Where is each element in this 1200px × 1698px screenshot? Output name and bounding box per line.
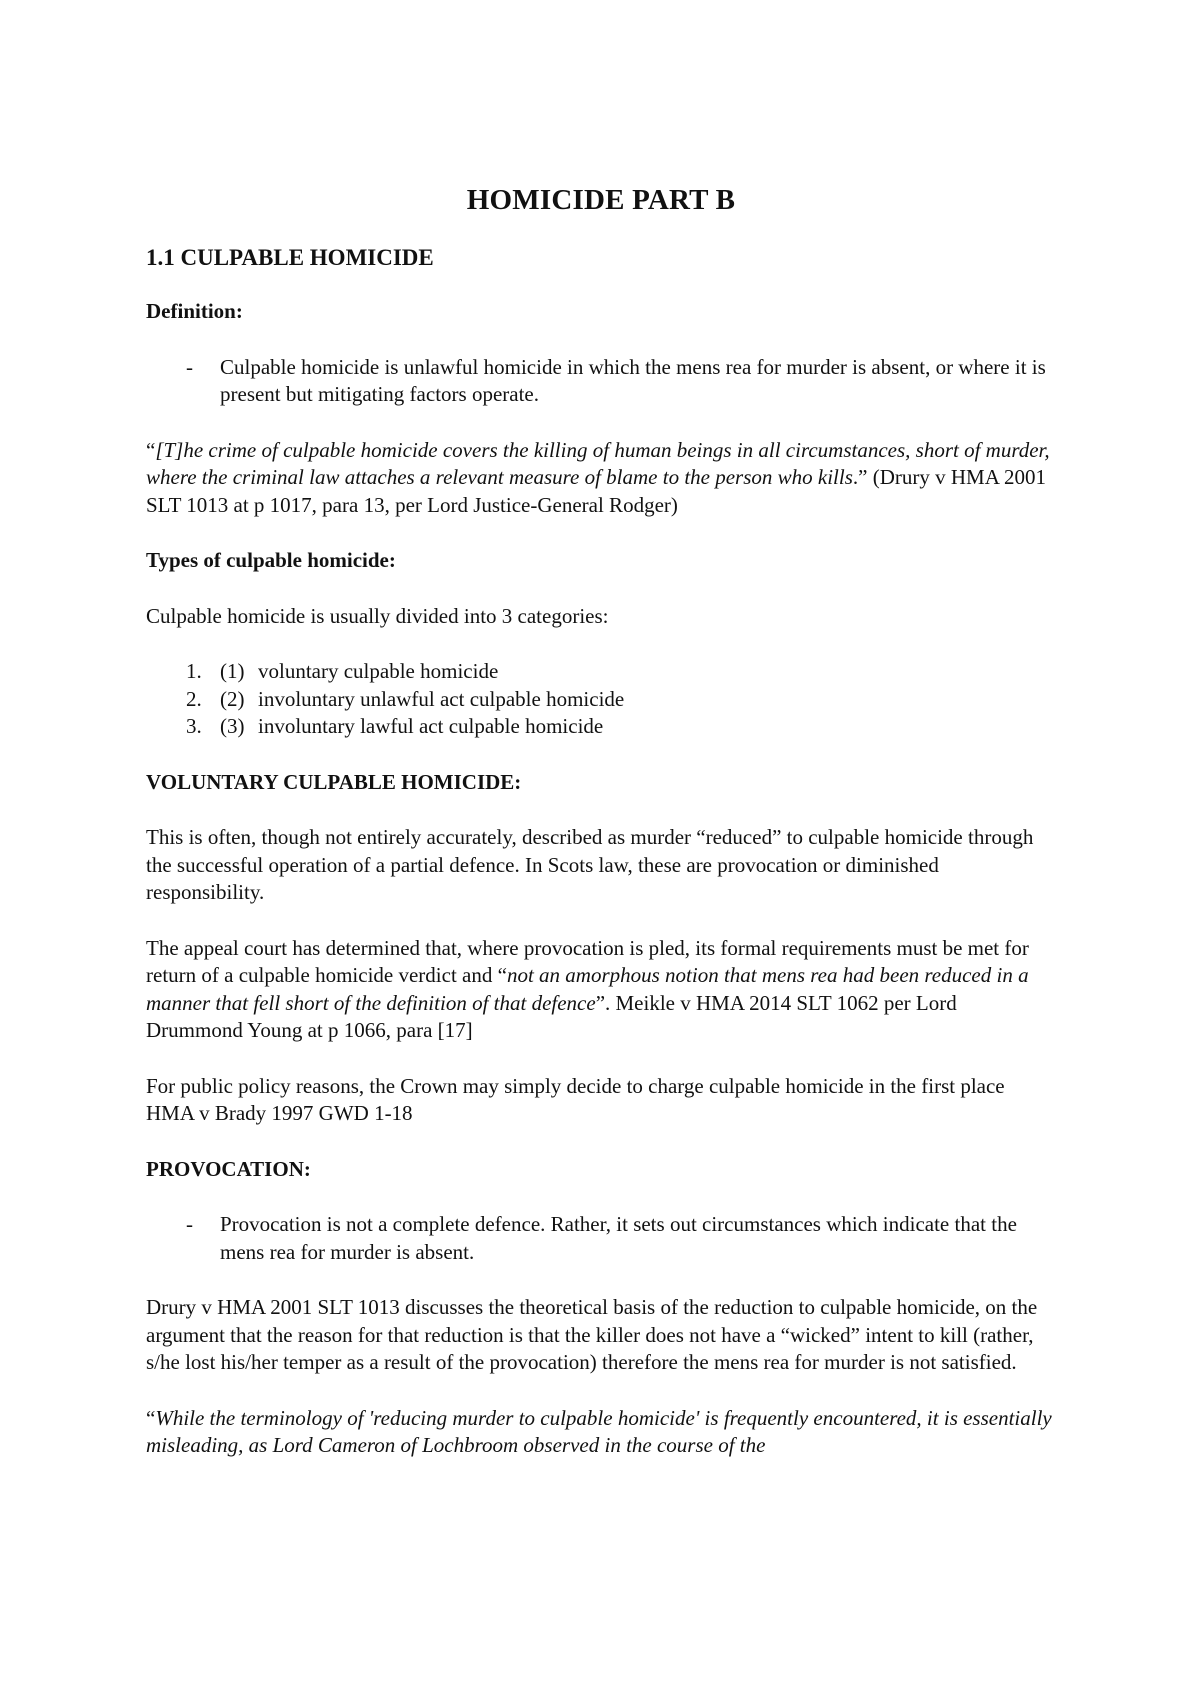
list-text: involuntary lawful act culpable homicide — [258, 714, 604, 738]
list-number: 1. — [186, 659, 202, 683]
definition-bullet — [146, 354, 1056, 409]
section-heading: 1.1 CULPABLE HOMICIDE — [146, 245, 434, 270]
list-item — [146, 713, 1056, 741]
appeal-italic: not an amorphous notion that mens rea had been reduced in a manner that fell short of the definition of that defence — [146, 963, 1029, 1015]
types-intro: Culpable homicide is usually divided into 3 categories: — [146, 603, 609, 628]
categories-list — [146, 658, 1056, 741]
list-item — [146, 686, 1056, 714]
list-sub-number: (1) — [220, 659, 245, 683]
quote-open: “ — [146, 437, 156, 462]
definition-text: Culpable homicide is unlawful homicide in which the mens rea for murder is absent, or where it is present but mitigating factors operate. — [220, 354, 1046, 406]
drury-paragraph: Drury v HMA 2001 SLT 1013 discusses the theoretical basis of the reduction to culpable homicide, on the argument that the reason for that reduction is that the killer does not have a “wicked” intent to kill (rather, s/he lost his/her temper as a result of the provocation) therefore the mens rea for murder is not satisfied. — [146, 1295, 1038, 1374]
voluntary-paragraph: This is often, though not entirely accurately, described as murder “reduced” to culpable homicide through the successful operation of a partial defence. In Scots law, these are provocation or diminished responsibility. — [146, 825, 1034, 904]
list-text: voluntary culpable homicide — [258, 659, 499, 683]
final-quote — [146, 1405, 1056, 1460]
list-item — [146, 658, 1056, 686]
list-text: involuntary unlawful act culpable homicide — [258, 686, 625, 711]
quote-italic: While the terminology of 'reducing murder to culpable homicide' is frequently encountered, it is essentially misleading, as Lord Cameron of Lochbroom observed in the course of the — [146, 1405, 1052, 1457]
appeal-citation: ”. Meikle v HMA 2014 SLT 1062 per Lord Drummond Young at p 1066, para [17] — [146, 990, 957, 1042]
dash-marker: - — [186, 1212, 193, 1236]
dash-marker: - — [186, 354, 193, 379]
appeal-text: The appeal court has determined that, where provocation is pled, its formal requirements must be met for return of a culpable homicide verdict and “ — [146, 935, 1029, 987]
drury-quote — [146, 437, 1056, 520]
provocation-text: Provocation is not a complete defence. Rather, it sets out circumstances which indicate that the mens rea for murder is absent. — [220, 1212, 1017, 1264]
page-title: HOMICIDE PART B — [466, 184, 736, 216]
quote-italic: [T]he crime of culpable homicide covers the killing of human beings in all circumstances, short of murder, where the criminal law attaches a relevant measure of blame to the person who kills — [146, 437, 1050, 489]
document-page — [146, 182, 1056, 1488]
list-sub-number: (3) — [220, 714, 245, 738]
quote-citation: .” (Drury v HMA 2001 SLT 1013 at p 1017, para 13, per Lord Justice-General Rodger) — [146, 465, 1046, 517]
provocation-bullet — [146, 1211, 1056, 1266]
list-number: 3. — [186, 714, 202, 738]
provocation-heading: PROVOCATION: — [146, 1156, 311, 1181]
policy-paragraph: For public policy reasons, the Crown may simply decide to charge culpable homicide in the first place HMA v Brady 1997 GWD 1-18 — [146, 1073, 1005, 1125]
definition-heading: Definition: — [146, 299, 243, 323]
list-sub-number: (2) — [220, 686, 245, 711]
quote-open: “ — [146, 1405, 156, 1430]
appeal-paragraph — [146, 935, 1056, 1045]
types-heading: Types of culpable homicide: — [146, 548, 396, 572]
list-number: 2. — [186, 686, 202, 711]
voluntary-heading: VOLUNTARY CULPABLE HOMICIDE: — [146, 769, 522, 794]
